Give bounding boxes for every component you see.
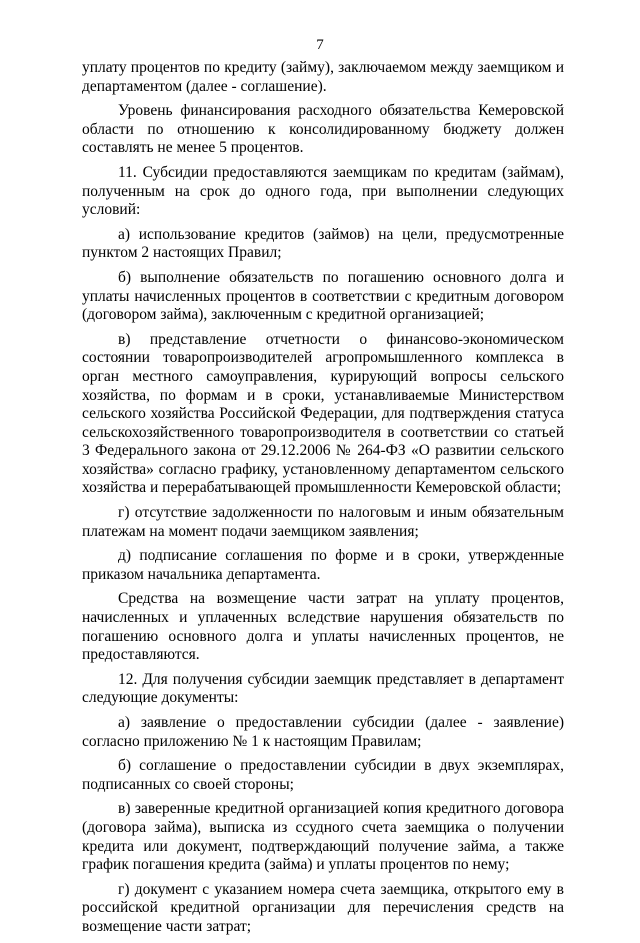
paragraph-clause-12-a: а) заявление о предоставлении субсидии (далее - заявление) согласно приложению № 1 к настоящим Правилам; [82,714,564,750]
paragraph-penalty-interest: Средства на возмещение части затрат на уплату процентов, начисленных и уплаченных вследствие нарушения обязательств по погашению основного долга и уплаты начисленных процентов, не предоставляются. [82,590,564,664]
document-body [82,59,564,943]
paragraph-clause-11-b: б) выполнение обязательств по погашению основного долга и уплаты начисленных процентов в соответствии с кредитным договором (договором займа), заключенным с кредитной организацией; [82,268,564,324]
paragraph-clause-11: 11. Субсидии предоставляются заемщикам по кредитам (займам), полученным на срок до одного года, при выполнении следующих условий: [82,163,564,219]
paragraph-clause-12: 12. Для получения субсидии заемщик представляет в департамент следующие документы: [82,670,564,707]
paragraph-clause-11-d: д) подписание соглашения по форме и в сроки, утвержденные приказом начальника департамента. [82,547,564,583]
paragraph-clause-12-b: б) соглашение о предоставлении субсидии в двух экземплярах, подписанных со своей стороны; [82,757,564,793]
paragraph-clause-11-g: г) отсутствие задолженности по налоговым и иным обязательным платежам на момент подачи заемщиком заявления; [82,504,564,540]
paragraph-continuation: уплату процентов по кредиту (займу), заключаемом между заемщиком и департаментом (далее - соглашение). [82,59,564,95]
paragraph-clause-12-g: г) документ с указанием номера счета заемщика, открытого ему в российской кредитной организации для перечисления средств на возмещение части затрат; [82,880,564,935]
paragraph-clause-12-v: в) заверенные кредитной организацией копия кредитного договора (договора займа), выписка из ссудного счета заемщика о получении кредита или документ, подтверждающий получение займа, а также график погашения кредита (займа) и уплаты процентов по нему; [82,800,564,874]
paragraph-clause-11-v: в) представление отчетности о финансово-экономическом состоянии товаропроизводителей агропромышленного комплекса в орган местного самоуправления, курирующий вопросы сельского хозяйства, по формам и в сроки, устанавливаемые Министерством сельского хозяйства Российской Федерации, для подтверждения статуса сельскохозяйственного товаропроизводителя в соответствии со статьей 3 Федерального закона от 29.12.2006 № 264-ФЗ «О развитии сельского хозяйства» согласно графику, установленному департаментом сельского хозяйства и перерабатывающей промышленности Кемеровской области; [82,330,564,497]
paragraph-funding-level: Уровень финансирования расходного обязательства Кемеровской области по отношению к консолидированному бюджету должен составлять не менее 5 процентов. [82,102,564,157]
paragraph-clause-11-a: а) использование кредитов (займов) на цели, предусмотренные пунктом 2 настоящих Правил; [82,225,564,262]
page-number: 7 [316,37,324,53]
